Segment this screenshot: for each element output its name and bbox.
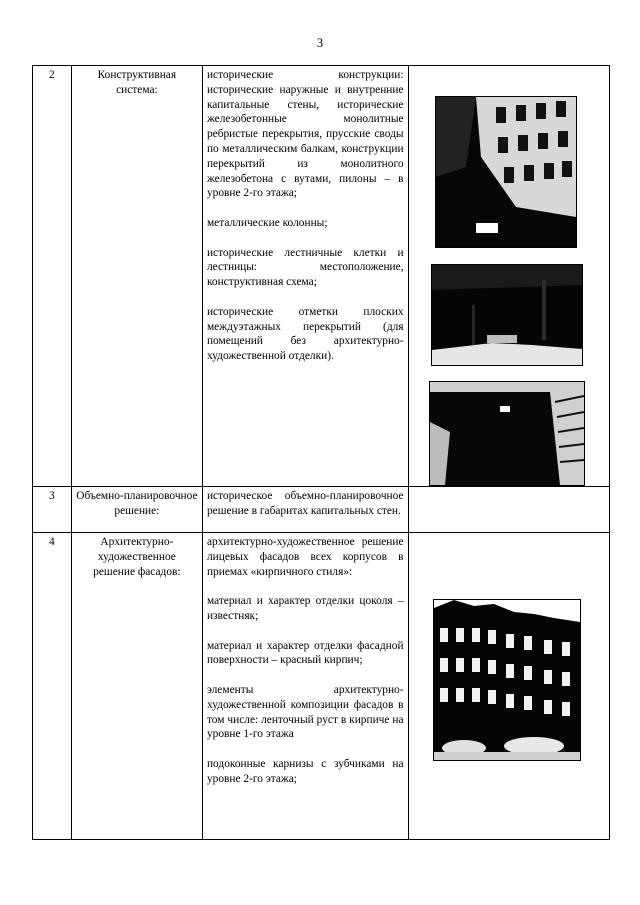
element-description	[202, 533, 408, 840]
description-paragraph: архитектурно-художественное решение лицевых фасадов всех корпусов в приемах «кирпичного стиля»:	[206, 536, 404, 578]
description-paragraph: металлические колонны;	[206, 216, 328, 229]
description-paragraph: исторические отметки плоских междуэтажных перекрытий (для помещений без архитектурно-художественной отделки).	[206, 305, 404, 363]
description-paragraph: элементы архитектурно-художественной композиции фасадов в том числе: ленточный руст в кирпиче на уровне 1-го этажа	[206, 683, 404, 741]
description-paragraph: подоконные карнизы с зубчиками на уровне 2-го этажа;	[206, 757, 404, 785]
street-facade-photo	[433, 599, 581, 761]
description-paragraph: историческое объемно-планировочное решение в габаритах капитальных стен.	[206, 490, 404, 517]
interior-hall-photo	[431, 264, 583, 366]
element-name: Архитектурно-художественное решение фасадов:	[71, 533, 202, 840]
description-paragraph: материал и характер отделки фасадной поверхности – красный кирпич;	[206, 639, 404, 667]
table-row	[33, 66, 610, 487]
description-paragraph: материал и характер отделки цоколя – известняк;	[206, 595, 404, 622]
row-number: 2	[33, 66, 72, 487]
element-description	[202, 487, 408, 533]
row-number: 3	[33, 487, 72, 533]
description-paragraph: исторические лестничные клетки и лестницы: местоположение, конструктивная схема;	[206, 246, 404, 289]
page-number: 3	[316, 36, 324, 50]
staircase-photo	[429, 381, 585, 486]
element-name: Конструктивная система:	[71, 66, 202, 487]
courtyard-facade-photo	[435, 96, 577, 248]
table-row	[33, 487, 610, 533]
element-description	[202, 66, 408, 487]
table-row	[33, 533, 610, 840]
photo-cell	[408, 487, 609, 533]
photo-cell	[408, 66, 609, 487]
photo-cell	[408, 533, 609, 840]
heritage-elements-table	[32, 65, 610, 840]
description-paragraph: исторические конструкции: исторические наружные и внутренние капитальные стены, исторические железобетонные монолитные ребристые перекрытия, прусские своды по металлическим балкам, конструкции перекрытий из монолитного железобетона с вутами, пилоны – в уровне 2-го этажа;	[206, 69, 404, 200]
element-name: Объемно-планировочное решение:	[71, 487, 202, 533]
row-number: 4	[33, 533, 72, 840]
